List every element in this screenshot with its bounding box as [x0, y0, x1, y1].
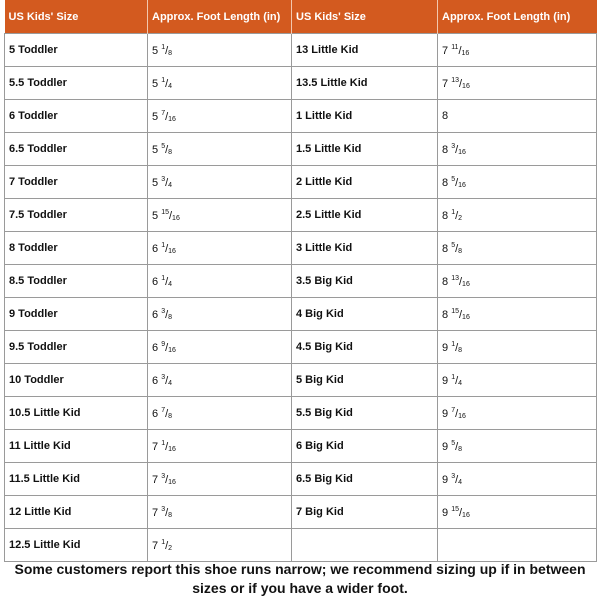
- size-cell: 11 Little Kid: [5, 430, 148, 463]
- foot-length-cell: [148, 298, 292, 331]
- foot-length-cell: [148, 232, 292, 265]
- table-row: [5, 34, 597, 67]
- size-cell: 8.5 Toddler: [5, 265, 148, 298]
- foot-length-cell: [148, 430, 292, 463]
- header-length-2: Approx. Foot Length (in): [438, 0, 597, 34]
- size-cell: 10 Toddler: [5, 364, 148, 397]
- table-row: [5, 397, 597, 430]
- size-cell: 6.5 Big Kid: [292, 463, 438, 496]
- size-cell: 7 Toddler: [5, 166, 148, 199]
- table-row: [5, 199, 597, 232]
- foot-length-cell: [148, 463, 292, 496]
- foot-length-cell: [438, 397, 597, 430]
- size-cell: 12 Little Kid: [5, 496, 148, 529]
- table-body: [5, 34, 597, 562]
- fraction: 7 $^3/_{16}$: [152, 472, 176, 486]
- foot-length-cell: [438, 496, 597, 529]
- size-cell: 5.5 Toddler: [5, 67, 148, 100]
- table-row: [5, 430, 597, 463]
- size-table: [4, 0, 597, 562]
- fraction: 7 $^3/_8$: [152, 505, 173, 519]
- foot-length-cell: [148, 364, 292, 397]
- size-cell: 4 Big Kid: [292, 298, 438, 331]
- size-cell: 7.5 Toddler: [5, 199, 148, 232]
- size-cell: 2 Little Kid: [292, 166, 438, 199]
- foot-length-cell: [438, 529, 597, 562]
- foot-length-cell: [438, 265, 597, 298]
- fraction: 6 $^1/_4$: [152, 274, 173, 288]
- fraction: 6 $^3/_4$: [152, 373, 173, 387]
- foot-length-cell: [148, 331, 292, 364]
- fraction: 9 $^3/_4$: [442, 472, 463, 486]
- fraction: 8 $^5/_8$: [442, 241, 463, 255]
- fraction: 6 $^7/_8$: [152, 406, 173, 420]
- fraction: 7 $^{13}/_{16}$: [442, 76, 470, 90]
- fraction: 7 $^1/_{16}$: [152, 439, 176, 453]
- table-row: [5, 133, 597, 166]
- size-cell: 4.5 Big Kid: [292, 331, 438, 364]
- fraction: 9 $^5/_8$: [442, 439, 463, 453]
- header-size-2: US Kids' Size: [292, 0, 438, 34]
- size-cell: 1.5 Little Kid: [292, 133, 438, 166]
- foot-length-cell: [438, 430, 597, 463]
- table-row: [5, 529, 597, 562]
- fit-note: Some customers report this shoe runs narrow; we recommend sizing up if in between sizes or if you have a wider foot.: [14, 561, 586, 596]
- size-cell: 5 Big Kid: [292, 364, 438, 397]
- fraction: 9 $^1/_4$: [442, 373, 463, 387]
- table-row: [5, 232, 597, 265]
- foot-length-cell: [148, 397, 292, 430]
- foot-length-cell: [438, 298, 597, 331]
- foot-length-cell: [438, 166, 597, 199]
- size-cell: 1 Little Kid: [292, 100, 438, 133]
- foot-length-cell: [148, 67, 292, 100]
- foot-length-cell: [438, 463, 597, 496]
- foot-length-cell: [438, 232, 597, 265]
- size-cell: 11.5 Little Kid: [5, 463, 148, 496]
- fraction: 8 $^5/_{16}$: [442, 175, 466, 189]
- fraction: 6 $^1/_{16}$: [152, 241, 176, 255]
- size-cell: 6.5 Toddler: [5, 133, 148, 166]
- size-cell: [292, 529, 438, 562]
- foot-length-cell: [148, 133, 292, 166]
- fraction: 5 $^7/_{16}$: [152, 109, 176, 123]
- fraction: 7 $^{11}/_{16}$: [442, 43, 470, 57]
- foot-length-cell: [438, 34, 597, 67]
- fraction: 7 $^1/_2$: [152, 538, 173, 552]
- table-row: [5, 496, 597, 529]
- fraction: 5 $^{15}/_{16}$: [152, 208, 180, 222]
- size-cell: 2.5 Little Kid: [292, 199, 438, 232]
- table-row: [5, 364, 597, 397]
- size-cell: 13 Little Kid: [292, 34, 438, 67]
- foot-length-cell: [438, 199, 597, 232]
- size-cell: 13.5 Little Kid: [292, 67, 438, 100]
- foot-length-cell: [148, 100, 292, 133]
- size-cell: 12.5 Little Kid: [5, 529, 148, 562]
- foot-length-cell: [438, 133, 597, 166]
- table-row: [5, 67, 597, 100]
- table-row: [5, 166, 597, 199]
- table-row: [5, 463, 597, 496]
- size-cell: 7 Big Kid: [292, 496, 438, 529]
- fraction: 5 $^5/_8$: [152, 142, 173, 156]
- foot-length-cell: [148, 265, 292, 298]
- fraction: 9 $^1/_8$: [442, 340, 463, 354]
- size-cell: 5 Toddler: [5, 34, 148, 67]
- foot-length-cell: [438, 67, 597, 100]
- header-size-1: US Kids' Size: [5, 0, 148, 34]
- size-cell: 9 Toddler: [5, 298, 148, 331]
- fraction: 9 $^{15}/_{16}$: [442, 505, 470, 519]
- fraction: 5 $^3/_4$: [152, 175, 173, 189]
- foot-length-cell: [438, 331, 597, 364]
- foot-length-cell: [438, 364, 597, 397]
- size-cell: 6 Toddler: [5, 100, 148, 133]
- header-row: [5, 0, 597, 34]
- fraction: 5 $^1/_4$: [152, 76, 173, 90]
- foot-length-cell: 8: [438, 100, 597, 133]
- fraction: 8 $^3/_{16}$: [442, 142, 466, 156]
- foot-length-cell: [148, 529, 292, 562]
- header-length-1: Approx. Foot Length (in): [148, 0, 292, 34]
- fraction: 8 $^1/_2$: [442, 208, 463, 222]
- foot-length-cell: [148, 199, 292, 232]
- table-row: [5, 298, 597, 331]
- foot-length-cell: [148, 496, 292, 529]
- size-cell: 3.5 Big Kid: [292, 265, 438, 298]
- size-cell: 9.5 Toddler: [5, 331, 148, 364]
- fraction: 6 $^9/_{16}$: [152, 340, 176, 354]
- size-cell: 3 Little Kid: [292, 232, 438, 265]
- table-header: [5, 0, 597, 34]
- table-row: [5, 265, 597, 298]
- size-cell: 6 Big Kid: [292, 430, 438, 463]
- size-cell: 5.5 Big Kid: [292, 397, 438, 430]
- size-cell: 8 Toddler: [5, 232, 148, 265]
- table-row: [5, 100, 597, 133]
- fraction: 8 $^{15}/_{16}$: [442, 307, 470, 321]
- fraction: 8 $^{13}/_{16}$: [442, 274, 470, 288]
- foot-length-cell: [148, 34, 292, 67]
- fraction: 5 $^1/_8$: [152, 43, 173, 57]
- size-cell: 10.5 Little Kid: [5, 397, 148, 430]
- fraction: 6 $^3/_8$: [152, 307, 173, 321]
- fraction: 9 $^7/_{16}$: [442, 406, 466, 420]
- foot-length-cell: [148, 166, 292, 199]
- table-row: [5, 331, 597, 364]
